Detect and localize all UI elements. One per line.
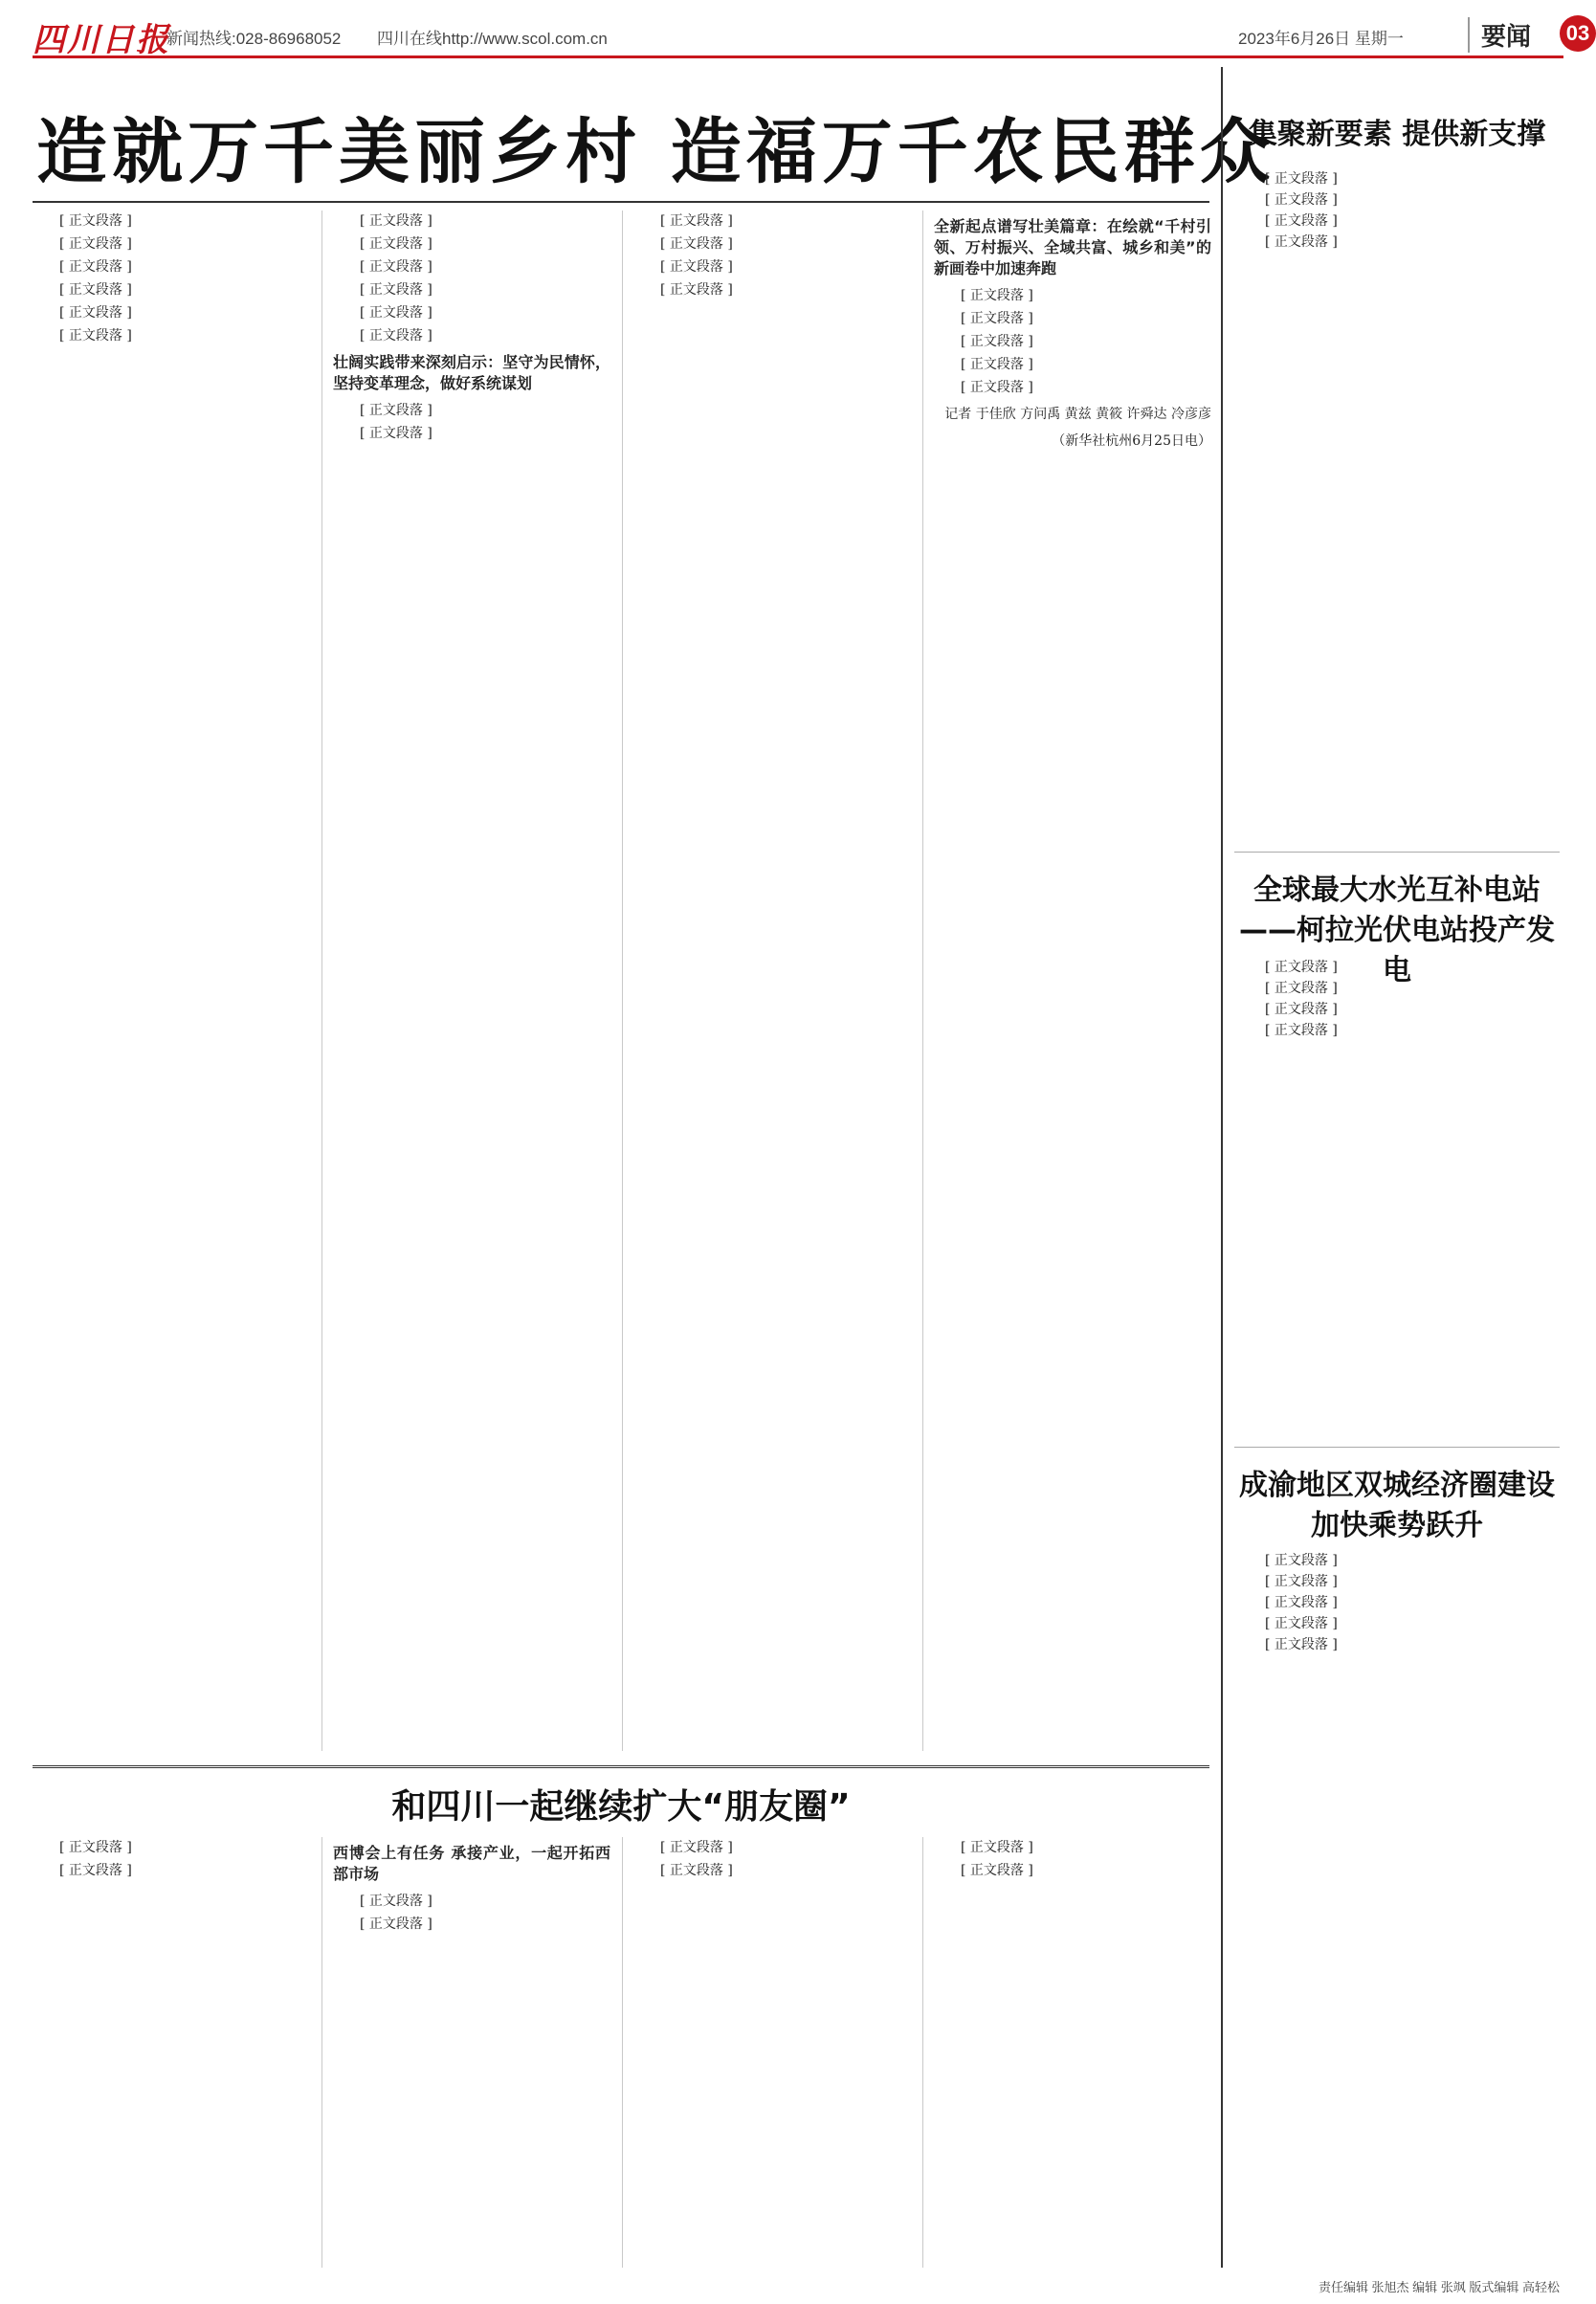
paragraph: [ 正文段落 ] (1265, 1002, 1338, 1017)
website-address: 四川在线http://www.scol.com.cn (377, 30, 608, 48)
sidebar-story2-title: 全球最大水光互补电站——柯拉光伏电站投产发电 (1239, 874, 1555, 987)
paragraph: [ 正文段落 ] (1265, 1574, 1338, 1589)
paragraph: [ 正文段落 ] (1265, 1616, 1338, 1631)
bottom-column-2 (333, 1837, 610, 2268)
paragraph: [ 正文段落 ] (59, 1840, 132, 1855)
sidebar-divider (1221, 67, 1223, 2268)
newspaper-logo: 四川日报 (33, 21, 170, 59)
bottom-column-1 (33, 1837, 310, 2268)
sidebar-rule (1234, 1447, 1560, 1448)
dateline: （新华社杭州6月25日电） (1052, 433, 1211, 449)
paragraph: [ 正文段落 ] (660, 259, 733, 275)
paragraph: [ 正文段落 ] (360, 426, 432, 441)
paragraph: [ 正文段落 ] (360, 1894, 432, 1909)
column-divider (922, 1837, 923, 2268)
paragraph: [ 正文段落 ] (660, 213, 733, 229)
paragraph: [ 正文段落 ] (360, 282, 432, 298)
column-divider (622, 210, 623, 1751)
paragraph: [ 正文段落 ] (360, 1916, 432, 1932)
bottom-column-3 (633, 1837, 911, 2268)
issue-date: 2023年6月26日 星期一 (1238, 30, 1404, 48)
lead-column-1 (33, 210, 310, 1751)
paragraph: [ 正文段落 ] (59, 282, 132, 298)
section-subhead: 壮阔实践带来深刻启示：坚守为民情怀，坚持变革理念，做好系统谋划 (333, 353, 610, 392)
column-divider (321, 1837, 322, 2268)
sidebar-rule (1234, 852, 1560, 853)
sidebar-story1-body (1238, 168, 1560, 838)
paragraph: [ 正文段落 ] (1265, 234, 1338, 250)
section-subhead: 全新起点谱写壮美篇章：在绘就“千村引领、万村振兴、全域共富、城乡和美”的新画卷中加速奔跑 (934, 217, 1211, 277)
paragraph: [ 正文段落 ] (59, 236, 132, 252)
paragraph: [ 正文段落 ] (1265, 171, 1338, 187)
paragraph: [ 正文段落 ] (59, 213, 132, 229)
section-name: 要闻 (1468, 17, 1531, 53)
sidebar-story2-body (1238, 957, 1560, 1435)
paragraph: [ 正文段落 ] (1265, 213, 1338, 229)
paragraph: [ 正文段落 ] (961, 357, 1033, 372)
paragraph: [ 正文段落 ] (59, 305, 132, 321)
paragraph: [ 正文段落 ] (660, 236, 733, 252)
column-divider (922, 210, 923, 1751)
sidebar-story1-title: 集聚新要素 提供新支撑 (1248, 118, 1546, 151)
bottom-story-title: 和四川一起继续扩大“朋友圈” (391, 1787, 851, 1827)
lead-column-3 (633, 210, 911, 1751)
sidebar-story3-title: 成渝地区双城经济圈建设加快乘势跃升 (1239, 1469, 1555, 1542)
editor-credits: 责任编辑 张旭杰 编辑 张飒 版式编辑 高轻松 (1318, 2280, 1560, 2294)
paragraph: [ 正文段落 ] (961, 380, 1033, 395)
paragraph: [ 正文段落 ] (59, 259, 132, 275)
paragraph: [ 正文段落 ] (360, 259, 432, 275)
paragraph: [ 正文段落 ] (1265, 960, 1338, 975)
headline-rule (33, 201, 1209, 203)
paragraph: [ 正文段落 ] (360, 213, 432, 229)
lead-column-4 (934, 210, 1211, 1751)
paragraph: [ 正文段落 ] (1265, 981, 1338, 996)
page-number-badge: 03 (1560, 15, 1596, 52)
paragraph: [ 正文段落 ] (1265, 1023, 1338, 1038)
lead-column-2 (333, 210, 610, 1751)
paragraph: [ 正文段落 ] (961, 288, 1033, 303)
bottom-story-rule (33, 1765, 1209, 1768)
paragraph: [ 正文段落 ] (660, 282, 733, 298)
section-subhead: 西博会上有任务 承接产业，一起开拓西部市场 (333, 1844, 610, 1883)
paragraph: [ 正文段落 ] (961, 1840, 1033, 1855)
byline: 记者 于佳欣 方问禹 黄兹 黄筱 许舜达 冷彦彦 (944, 407, 1211, 422)
paragraph: [ 正文段落 ] (360, 305, 432, 321)
paragraph: [ 正文段落 ] (961, 334, 1033, 349)
paragraph: [ 正文段落 ] (59, 328, 132, 343)
paragraph: [ 正文段落 ] (360, 403, 432, 418)
paragraph: [ 正文段落 ] (59, 1863, 132, 1878)
paragraph: [ 正文段落 ] (1265, 192, 1338, 208)
lead-headline: 造就万千美丽乡村 造福万千农民群众 (36, 111, 1275, 193)
masthead (33, 13, 1590, 59)
paragraph: [ 正文段落 ] (961, 311, 1033, 326)
sidebar-story3-body (1238, 1550, 1560, 2258)
paragraph: [ 正文段落 ] (660, 1863, 733, 1878)
column-divider (622, 1837, 623, 2268)
paragraph: [ 正文段落 ] (1265, 1595, 1338, 1610)
paragraph: [ 正文段落 ] (1265, 1553, 1338, 1568)
paragraph: [ 正文段落 ] (360, 328, 432, 343)
paragraph: [ 正文段落 ] (660, 1840, 733, 1855)
bottom-column-4 (934, 1837, 1211, 2268)
paragraph: [ 正文段落 ] (1265, 1637, 1338, 1652)
column-divider (321, 210, 322, 1751)
paragraph: [ 正文段落 ] (360, 236, 432, 252)
paragraph: [ 正文段落 ] (961, 1863, 1033, 1878)
news-hotline: 新闻热线:028-86968052 (166, 30, 342, 48)
